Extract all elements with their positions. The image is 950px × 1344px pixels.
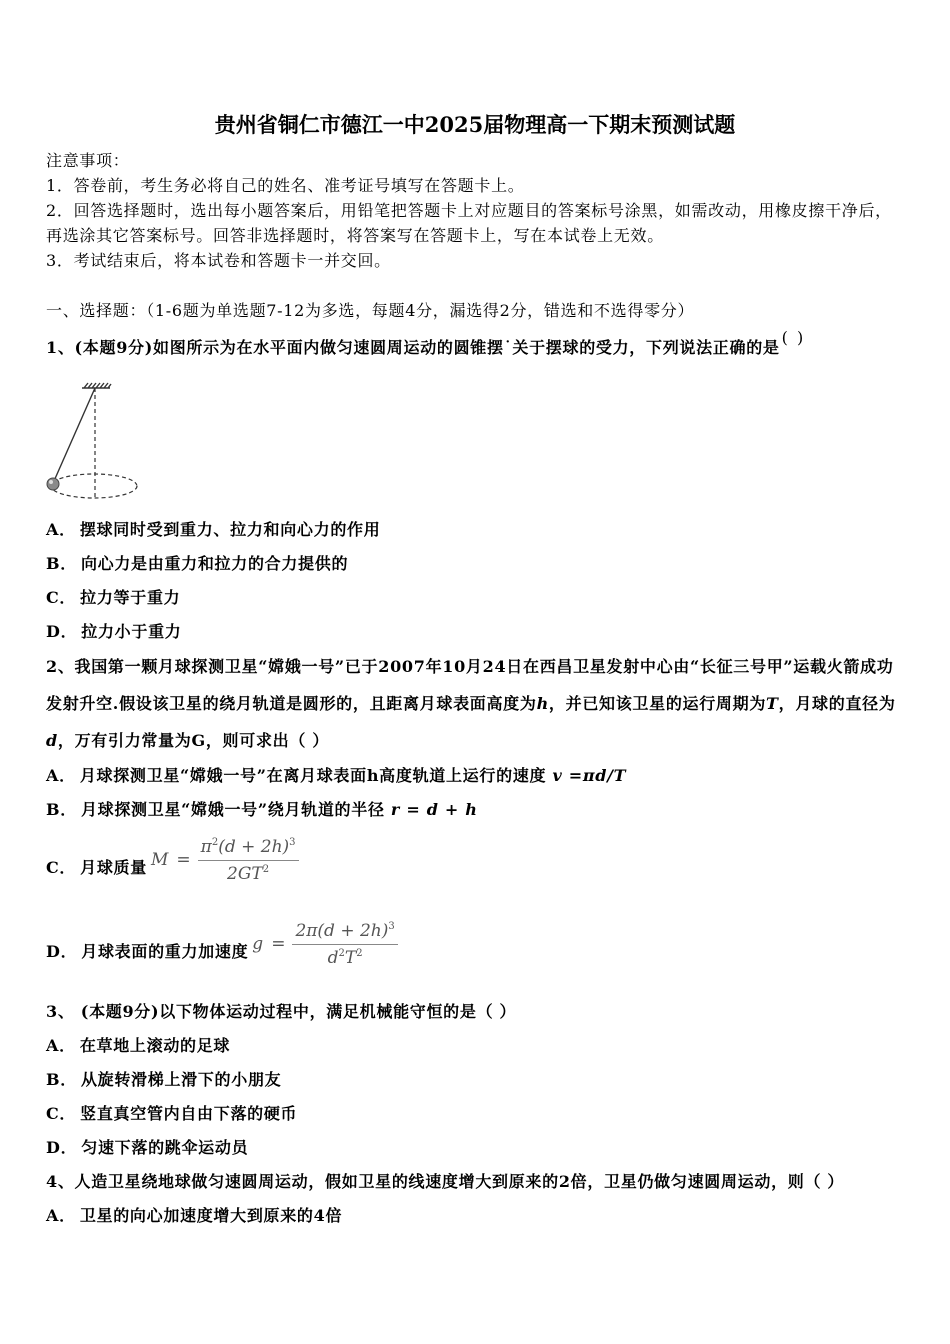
option-label: B．: [46, 800, 77, 819]
exponent: 2: [338, 947, 345, 959]
question-2-line-3: [46, 722, 910, 759]
moon-mass-formula: [151, 836, 299, 885]
question-3-option-c: [46, 1097, 910, 1131]
option-label: C．: [46, 1104, 77, 1123]
circular-path-ellipse: [51, 474, 137, 498]
option-text: 月球探测卫星“嫦娥一号”绕月轨道的半径: [80, 800, 385, 819]
fraction: [198, 836, 299, 885]
exponent: 3: [388, 920, 395, 932]
formula-equals: =: [176, 850, 191, 870]
question-2-option-c: [46, 827, 910, 909]
option-text-group: [46, 935, 248, 969]
question-2-line-1: 2、我国第一颗月球探测卫星“嫦娥一号”已于2007年10月24日在西昌卫星发射中心由“长征三号甲”运载火箭成功: [46, 657, 894, 676]
option-text: 月球探测卫星“嫦娥一号”在离月球表面h高度轨道上运行的速度: [79, 766, 547, 785]
question-2-option-a: [46, 759, 910, 793]
notice-item-2-line-1: 2．回答选择题时，选出每小题答案后，用铅笔把答题卡上对应题目的答案标号涂黑，如需改动，用橡皮擦干净后，: [46, 201, 892, 220]
notice-item-3: 3．考试结束后，将本试卷和答题卡一并交回。: [46, 251, 391, 270]
question-1-stem: [46, 328, 910, 360]
option-text: 卫星的向心加速度增大到原来的4倍: [79, 1206, 343, 1225]
option-text: 竖直真空管内自由下落的硬币: [80, 1104, 298, 1123]
option-text: 拉力小于重力: [81, 622, 182, 641]
option-text: 拉力等于重力: [80, 588, 181, 607]
fraction-denominator: [227, 861, 269, 885]
question-1-option-d: [46, 615, 910, 649]
notice-heading: 注意事项：: [46, 151, 130, 170]
ceiling-hatch: [82, 383, 111, 388]
question-3-option-a: [46, 1029, 910, 1063]
fraction-numerator: [198, 836, 299, 861]
exponent: 3: [289, 836, 296, 848]
option-label: D．: [46, 1138, 78, 1157]
numerator-term: π: [200, 836, 212, 857]
option-label: A．: [46, 520, 76, 539]
question-1-option-b: [46, 547, 910, 581]
exponent: 2: [211, 836, 219, 848]
numerator-term: 2π(d + 2h): [295, 920, 389, 941]
numerator-term: (d + 2h): [218, 836, 290, 857]
question-2-option-b: [46, 793, 910, 827]
option-math: r = d + h: [384, 800, 478, 819]
option-label: C．: [46, 588, 77, 607]
option-math: v =πd/T: [546, 766, 627, 785]
option-text: 从旋转滑梯上滑下的小朋友: [80, 1070, 282, 1089]
option-text: 匀速下落的跳伞运动员: [81, 1138, 249, 1157]
pendulum-ball: [47, 478, 59, 490]
exponent: 2: [356, 947, 363, 959]
option-label: D．: [46, 942, 78, 961]
fraction-denominator: [328, 945, 363, 969]
answer-blank: ( ): [781, 328, 806, 347]
stem-text: ，万有引力常量为G，则可求出（ ）: [57, 731, 330, 750]
formula-lhs: M: [150, 850, 169, 870]
notice-item-2-line-2: 再选涂其它答案标号。回答非选择题时，将答案写在答题卡上，写在本试卷上无效。: [46, 226, 664, 245]
option-text: 摆球同时受到重力、拉力和向心力的作用: [79, 520, 381, 539]
fraction-numerator: [292, 920, 397, 945]
option-text: 向心力是由重力和拉力的合力提供的: [80, 554, 349, 573]
option-text: 月球表面的重力加速度: [81, 942, 249, 961]
question-1-text: 1、(本题9分)如图所示为在水平面内做匀速圆周运动的圆锥摆˙关于摆球的受力，下列说法正确的是: [46, 338, 780, 357]
exponent: 2: [262, 863, 270, 875]
question-1-options: [46, 513, 910, 649]
variable-d: d: [46, 731, 58, 750]
option-text: 月球质量: [80, 858, 147, 877]
option-label: B．: [46, 554, 77, 573]
page-title: 贵州省铜仁市德江一中2025届物理高一下期末预测试题: [214, 112, 736, 137]
denominator-term: d: [327, 947, 339, 968]
formula-equals: =: [271, 934, 286, 954]
stem-text: 发射升空.假设该卫星的绕月轨道是圆形的，且距离月球表面高度为: [46, 694, 537, 713]
question-4-option-a: [46, 1199, 910, 1233]
surface-gravity-formula: [252, 920, 397, 969]
question-3-option-d: [46, 1131, 910, 1165]
conical-pendulum-figure: [42, 380, 142, 505]
option-text-group: [46, 851, 147, 885]
question-2-option-d: [46, 909, 910, 995]
stem-text: ，月球的直径为: [778, 694, 896, 713]
question-2-stem: [46, 648, 910, 759]
question-3-option-b: [46, 1063, 910, 1097]
question-4-stem: 4、人造卫星绕地球做匀速圆周运动，假如卫星的线速度增大到原来的2倍，卫星仍做匀速圆周运动，则（ ）: [46, 1172, 845, 1191]
notice-item-1: 1．答卷前，考生务必将自己的姓名、准考证号填写在答题卡上。: [46, 176, 525, 195]
question-1-option-a: [46, 513, 910, 547]
formula-lhs: g: [252, 934, 264, 954]
fraction: [292, 920, 397, 969]
question-2-line-2: [46, 685, 910, 722]
option-label: B．: [46, 1070, 77, 1089]
stem-text: ，并已知该卫星的运行周期为: [548, 694, 767, 713]
pendulum-ball-highlight: [49, 480, 53, 484]
question-1-option-c: [46, 581, 910, 615]
denominator-term: 2GT: [227, 863, 263, 884]
pendulum-string: [54, 388, 95, 481]
denominator-term: T: [344, 947, 357, 968]
question-3-stem: 3、 (本题9分)以下物体运动过程中，满足机械能守恒的是（ ）: [46, 1002, 517, 1021]
variable-h: h: [536, 694, 549, 713]
option-label: A．: [46, 1206, 76, 1225]
variable-t: T: [766, 694, 779, 713]
option-label: D．: [46, 622, 78, 641]
option-label: A．: [46, 766, 76, 785]
section-heading: 一、选择题：（1-6题为单选题7-12为多选，每题4分，漏选得2分，错选和不选得零分）: [46, 301, 695, 320]
option-label: A．: [46, 1036, 76, 1055]
option-text: 在草地上滚动的足球: [79, 1036, 231, 1055]
option-label: C．: [46, 858, 77, 877]
